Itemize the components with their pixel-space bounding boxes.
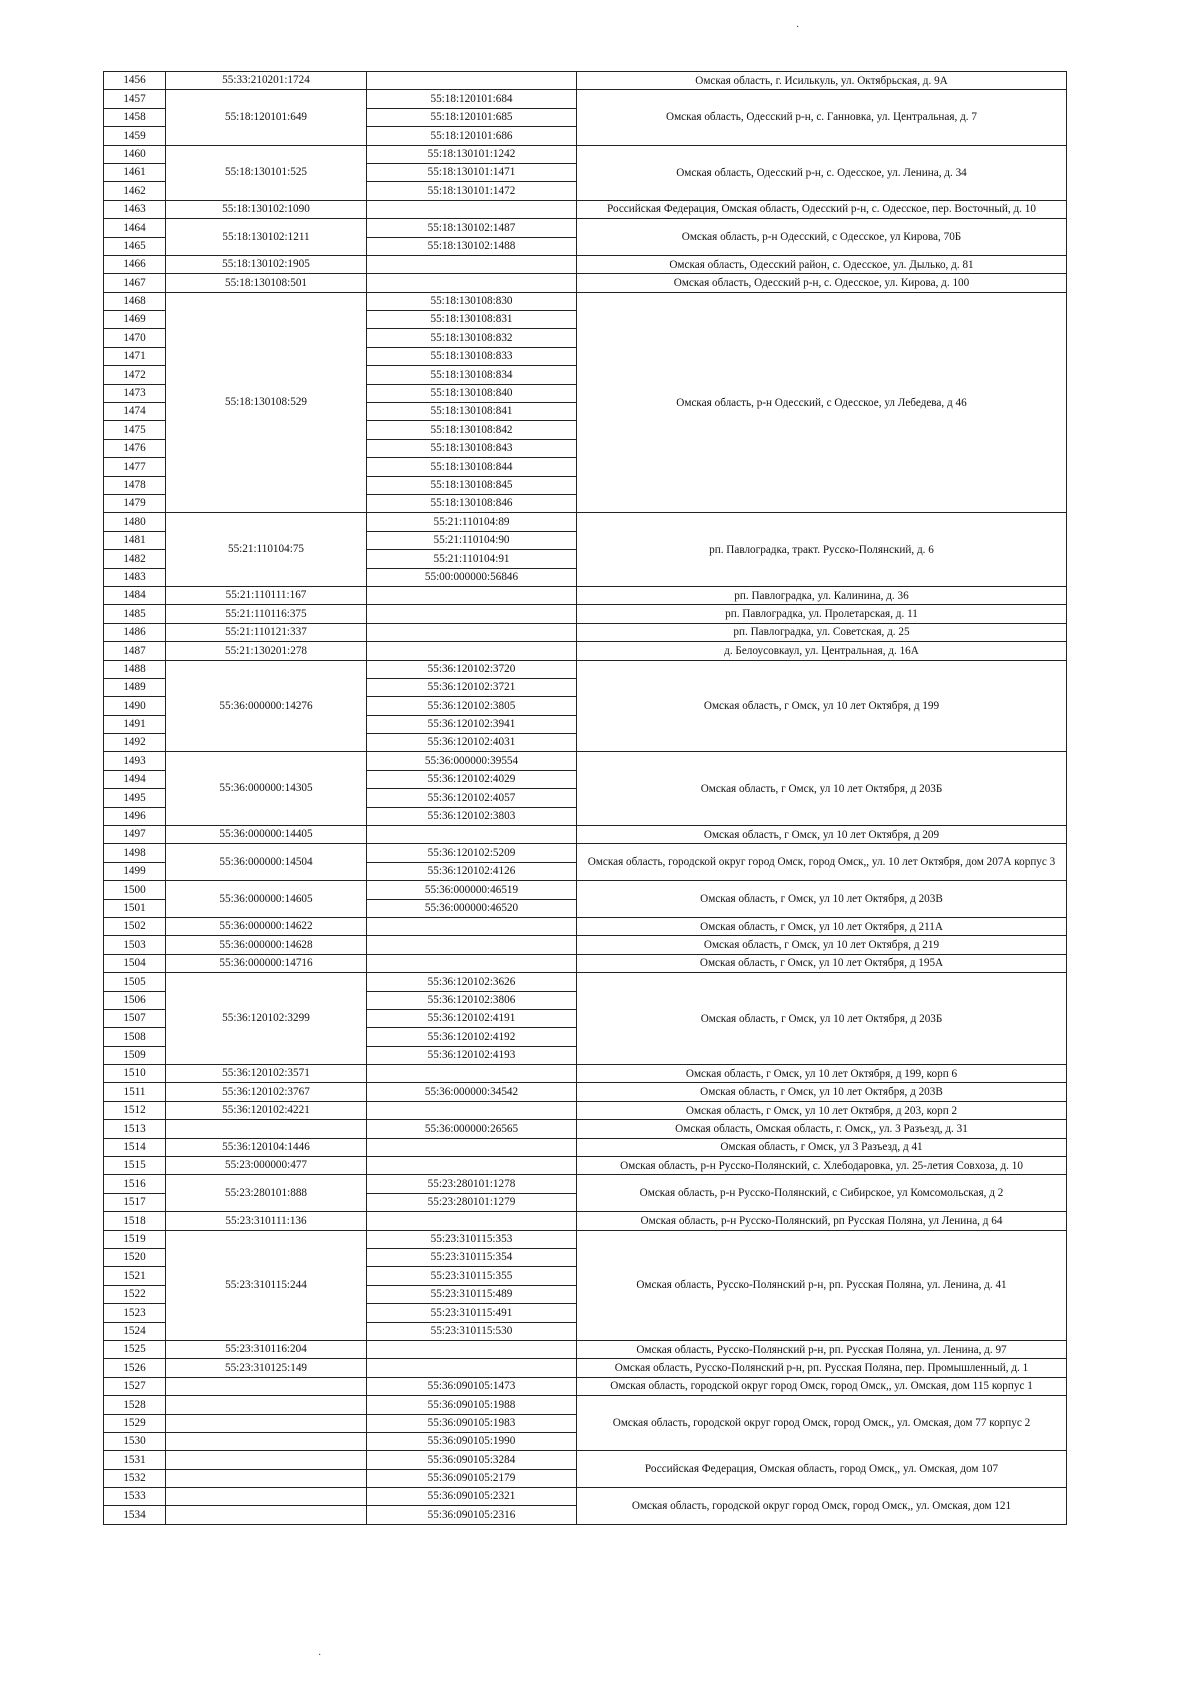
row-number-cell: 1493 <box>104 752 166 770</box>
sub-cadastral-number-cell <box>367 1101 577 1119</box>
row-number-cell: 1498 <box>104 844 166 862</box>
scan-speck: · <box>318 1650 322 1661</box>
address-cell: рп. Павлоградка, ул. Калинина, д. 36 <box>577 586 1067 604</box>
address-cell: Омская область, г Омск, ул 10 лет Октября, д 203В <box>577 881 1067 918</box>
table-row <box>104 642 1067 660</box>
row-number-cell: 1529 <box>104 1414 166 1432</box>
sub-cadastral-number-cell <box>367 586 577 604</box>
sub-cadastral-number-cell: 55:23:310115:354 <box>367 1249 577 1267</box>
cadastral-number-cell: 55:23:310125:149 <box>166 1359 367 1377</box>
row-number-cell: 1531 <box>104 1451 166 1469</box>
row-number-cell: 1461 <box>104 163 166 181</box>
sub-cadastral-number-cell: 55:36:120102:3803 <box>367 807 577 825</box>
table-row <box>104 274 1067 292</box>
table-row <box>104 1120 1067 1138</box>
address-cell: Омская область, г Омск, ул 10 лет Октября, д 203, корп 2 <box>577 1101 1067 1119</box>
address-cell: Омская область, г Омск, ул 10 лет Октября, д 203Б <box>577 973 1067 1065</box>
sub-cadastral-number-cell: 55:18:130102:1488 <box>367 237 577 255</box>
cadastral-number-cell: 55:18:130102:1090 <box>166 200 367 218</box>
row-number-cell: 1474 <box>104 403 166 421</box>
table-row <box>104 660 1067 678</box>
cadastral-register-table <box>103 71 1067 1525</box>
sub-cadastral-number-cell <box>367 917 577 935</box>
cadastral-number-cell: 55:23:310116:204 <box>166 1340 367 1358</box>
sub-cadastral-number-cell: 55:23:310115:353 <box>367 1230 577 1248</box>
cadastral-number-cell <box>166 1451 367 1469</box>
sub-cadastral-number-cell: 55:36:120102:4031 <box>367 734 577 752</box>
cadastral-number-cell: 55:18:130102:1211 <box>166 219 367 256</box>
cadastral-number-cell: 55:36:120102:4221 <box>166 1101 367 1119</box>
row-number-cell: 1490 <box>104 697 166 715</box>
table-row <box>104 917 1067 935</box>
address-cell: Омская область, р-н Русско-Полянский, рп Русская Поляна, ул Ленина, д 64 <box>577 1212 1067 1230</box>
cadastral-number-cell: 55:36:120102:3767 <box>166 1083 367 1101</box>
sub-cadastral-number-cell: 55:18:130108:843 <box>367 439 577 457</box>
scan-speck: · <box>796 22 800 33</box>
address-cell: Омская область, Одесский р-н, с. Одесское, ул. Кирова, д. 100 <box>577 274 1067 292</box>
row-number-cell: 1499 <box>104 862 166 880</box>
address-cell: Омская область, городской округ город Омск, город Омск,, ул. 10 лет Октября, дом 207А корпус 3 <box>577 844 1067 881</box>
sub-cadastral-number-cell: 55:36:120102:4191 <box>367 1009 577 1027</box>
sub-cadastral-number-cell <box>367 1157 577 1175</box>
table-row <box>104 292 1067 310</box>
sub-cadastral-number-cell: 55:18:130108:830 <box>367 292 577 310</box>
address-cell: Российская Федерация, Омская область, Одесский р-н, с. Одесское, пер. Восточный, д. 10 <box>577 200 1067 218</box>
cadastral-number-cell <box>166 1120 367 1138</box>
table-row <box>104 1396 1067 1414</box>
sub-cadastral-number-cell: 55:36:120102:4192 <box>367 1028 577 1046</box>
row-number-cell: 1534 <box>104 1506 166 1524</box>
sub-cadastral-number-cell <box>367 72 577 90</box>
sub-cadastral-number-cell: 55:18:130108:845 <box>367 476 577 494</box>
sub-cadastral-number-cell <box>367 255 577 273</box>
address-cell: рп. Павлоградка, тракт. Русско-Полянский, д. 6 <box>577 513 1067 587</box>
row-number-cell: 1489 <box>104 678 166 696</box>
sub-cadastral-number-cell: 55:18:130108:842 <box>367 421 577 439</box>
cadastral-number-cell: 55:21:110116:375 <box>166 605 367 623</box>
cadastral-number-cell <box>166 1396 367 1414</box>
row-number-cell: 1506 <box>104 991 166 1009</box>
address-cell: Омская область, г Омск, ул 10 лет Октября, д 219 <box>577 936 1067 954</box>
sub-cadastral-number-cell <box>367 1212 577 1230</box>
address-cell: Омская область, городской округ город Омск, город Омск,, ул. Омская, дом 115 корпус 1 <box>577 1377 1067 1395</box>
address-cell: Омская область, р-н Русско-Полянский, с. Хлебодаровка, ул. 25-летия Совхоза, д. 10 <box>577 1157 1067 1175</box>
row-number-cell: 1464 <box>104 219 166 237</box>
sub-cadastral-number-cell: 55:18:130108:844 <box>367 458 577 476</box>
sub-cadastral-number-cell: 55:18:130102:1487 <box>367 219 577 237</box>
table-row <box>104 1377 1067 1395</box>
address-cell: Омская область, г Омск, ул 10 лет Октября, д 195А <box>577 954 1067 972</box>
table-row <box>104 90 1067 108</box>
cadastral-number-cell <box>166 1469 367 1487</box>
row-number-cell: 1495 <box>104 789 166 807</box>
sub-cadastral-number-cell: 55:18:120101:686 <box>367 127 577 145</box>
row-number-cell: 1468 <box>104 292 166 310</box>
address-cell: Омская область, г Омск, ул 10 лет Октября, д 209 <box>577 826 1067 844</box>
row-number-cell: 1526 <box>104 1359 166 1377</box>
sub-cadastral-number-cell: 55:23:280101:1278 <box>367 1175 577 1193</box>
sub-cadastral-number-cell: 55:36:090105:3284 <box>367 1451 577 1469</box>
sub-cadastral-number-cell: 55:36:090105:1988 <box>367 1396 577 1414</box>
sub-cadastral-number-cell <box>367 826 577 844</box>
table-row <box>104 881 1067 899</box>
sub-cadastral-number-cell: 55:18:130101:1472 <box>367 182 577 200</box>
row-number-cell: 1501 <box>104 899 166 917</box>
sub-cadastral-number-cell: 55:18:130108:833 <box>367 347 577 365</box>
sub-cadastral-number-cell: 55:18:130108:840 <box>367 384 577 402</box>
address-cell: рп. Павлоградка, ул. Пролетарская, д. 11 <box>577 605 1067 623</box>
row-number-cell: 1497 <box>104 826 166 844</box>
sub-cadastral-number-cell: 55:23:310115:489 <box>367 1285 577 1303</box>
row-number-cell: 1480 <box>104 513 166 531</box>
table-row <box>104 605 1067 623</box>
sub-cadastral-number-cell: 55:36:120102:3720 <box>367 660 577 678</box>
row-number-cell: 1504 <box>104 954 166 972</box>
sub-cadastral-number-cell: 55:21:110104:89 <box>367 513 577 531</box>
table-row <box>104 973 1067 991</box>
row-number-cell: 1492 <box>104 734 166 752</box>
row-number-cell: 1463 <box>104 200 166 218</box>
cadastral-number-cell: 55:18:130101:525 <box>166 145 367 200</box>
sub-cadastral-number-cell <box>367 936 577 954</box>
sub-cadastral-number-cell <box>367 623 577 641</box>
address-cell: Омская область, Русско-Полянский р-н, рп. Русская Поляна, ул. Ленина, д. 97 <box>577 1340 1067 1358</box>
cadastral-number-cell <box>166 1432 367 1450</box>
table-row <box>104 1488 1067 1506</box>
address-cell: Омская область, Одесский р-н, с. Одесское, ул. Ленина, д. 34 <box>577 145 1067 200</box>
sub-cadastral-number-cell: 55:21:110104:90 <box>367 531 577 549</box>
sub-cadastral-number-cell: 55:23:280101:1279 <box>367 1193 577 1211</box>
address-cell: Омская область, р-н Одесский, с Одесское, ул Кирова, 70Б <box>577 219 1067 256</box>
cadastral-number-cell: 55:21:110111:167 <box>166 586 367 604</box>
row-number-cell: 1519 <box>104 1230 166 1248</box>
sub-cadastral-number-cell <box>367 1065 577 1083</box>
table-row <box>104 1138 1067 1156</box>
address-cell: Омская область, Одесский район, с. Одесское, ул. Дылько, д. 81 <box>577 255 1067 273</box>
row-number-cell: 1508 <box>104 1028 166 1046</box>
sub-cadastral-number-cell: 55:18:130108:846 <box>367 494 577 512</box>
sub-cadastral-number-cell <box>367 605 577 623</box>
table-row <box>104 586 1067 604</box>
address-cell: Омская область, Русско-Полянский р-н, рп. Русская Поляна, пер. Промышленный, д. 1 <box>577 1359 1067 1377</box>
sub-cadastral-number-cell: 55:23:310115:355 <box>367 1267 577 1285</box>
table-row <box>104 513 1067 531</box>
table-row <box>104 1359 1067 1377</box>
row-number-cell: 1521 <box>104 1267 166 1285</box>
row-number-cell: 1503 <box>104 936 166 954</box>
address-cell: Российская Федерация, Омская область, город Омск,, ул. Омская, дом 107 <box>577 1451 1067 1488</box>
address-cell: д. Белоусовкаул, ул. Центральная, д. 16А <box>577 642 1067 660</box>
table-row <box>104 1083 1067 1101</box>
sub-cadastral-number-cell: 55:36:090105:2316 <box>367 1506 577 1524</box>
cadastral-number-cell: 55:36:000000:14605 <box>166 881 367 918</box>
row-number-cell: 1482 <box>104 550 166 568</box>
sub-cadastral-number-cell: 55:36:120102:4126 <box>367 862 577 880</box>
table-row <box>104 1065 1067 1083</box>
row-number-cell: 1491 <box>104 715 166 733</box>
row-number-cell: 1520 <box>104 1249 166 1267</box>
row-number-cell: 1516 <box>104 1175 166 1193</box>
row-number-cell: 1532 <box>104 1469 166 1487</box>
row-number-cell: 1514 <box>104 1138 166 1156</box>
sub-cadastral-number-cell: 55:36:000000:46519 <box>367 881 577 899</box>
cadastral-number-cell <box>166 1414 367 1432</box>
table-row <box>104 1340 1067 1358</box>
cadastral-number-cell <box>166 1506 367 1524</box>
sub-cadastral-number-cell: 55:18:120101:685 <box>367 108 577 126</box>
row-number-cell: 1494 <box>104 770 166 788</box>
row-number-cell: 1457 <box>104 90 166 108</box>
table-row <box>104 623 1067 641</box>
cadastral-number-cell: 55:23:310111:136 <box>166 1212 367 1230</box>
table-row <box>104 72 1067 90</box>
cadastral-number-cell: 55:36:000000:14628 <box>166 936 367 954</box>
address-cell: Омская область, г Омск, ул 10 лет Октября, д 199, корп 6 <box>577 1065 1067 1083</box>
cadastral-number-cell: 55:36:120102:3571 <box>166 1065 367 1083</box>
row-number-cell: 1510 <box>104 1065 166 1083</box>
row-number-cell: 1456 <box>104 72 166 90</box>
cadastral-number-cell: 55:21:130201:278 <box>166 642 367 660</box>
row-number-cell: 1462 <box>104 182 166 200</box>
row-number-cell: 1459 <box>104 127 166 145</box>
row-number-cell: 1485 <box>104 605 166 623</box>
table-row <box>104 844 1067 862</box>
sub-cadastral-number-cell: 55:18:130108:831 <box>367 311 577 329</box>
row-number-cell: 1466 <box>104 255 166 273</box>
sub-cadastral-number-cell: 55:21:110104:91 <box>367 550 577 568</box>
cadastral-number-cell: 55:23:000000:477 <box>166 1157 367 1175</box>
cadastral-number-cell <box>166 1377 367 1395</box>
address-cell: Омская область, г Омск, ул 10 лет Октября, д 199 <box>577 660 1067 752</box>
sub-cadastral-number-cell: 55:36:090105:1473 <box>367 1377 577 1395</box>
sub-cadastral-number-cell: 55:36:000000:39554 <box>367 752 577 770</box>
cadastral-number-cell: 55:36:000000:14504 <box>166 844 367 881</box>
table-row <box>104 200 1067 218</box>
cadastral-number-cell: 55:36:000000:14405 <box>166 826 367 844</box>
cadastral-number-cell: 55:18:130108:529 <box>166 292 367 513</box>
address-cell: Омская область, г Омск, ул 10 лет Октября, д 203В <box>577 1083 1067 1101</box>
cadastral-number-cell: 55:18:130102:1905 <box>166 255 367 273</box>
row-number-cell: 1481 <box>104 531 166 549</box>
sub-cadastral-number-cell <box>367 1138 577 1156</box>
row-number-cell: 1477 <box>104 458 166 476</box>
sub-cadastral-number-cell: 55:36:120102:3806 <box>367 991 577 1009</box>
cadastral-number-cell: 55:36:120102:3299 <box>166 973 367 1065</box>
sub-cadastral-number-cell: 55:18:130101:1242 <box>367 145 577 163</box>
address-cell: Омская область, Одесский р-н, с. Ганновка, ул. Центральная, д. 7 <box>577 90 1067 145</box>
address-cell: рп. Павлоградка, ул. Советская, д. 25 <box>577 623 1067 641</box>
row-number-cell: 1502 <box>104 917 166 935</box>
table-row <box>104 1157 1067 1175</box>
cadastral-number-cell: 55:23:280101:888 <box>166 1175 367 1212</box>
table-row <box>104 145 1067 163</box>
address-cell: Омская область, р-н Русско-Полянский, с Сибирское, ул Комсомольская, д 2 <box>577 1175 1067 1212</box>
sub-cadastral-number-cell: 55:23:310115:491 <box>367 1304 577 1322</box>
table-row <box>104 954 1067 972</box>
table-row <box>104 255 1067 273</box>
sub-cadastral-number-cell: 55:18:130108:834 <box>367 366 577 384</box>
cadastral-number-cell: 55:36:000000:14622 <box>166 917 367 935</box>
row-number-cell: 1511 <box>104 1083 166 1101</box>
register-table-body <box>104 72 1067 1525</box>
row-number-cell: 1530 <box>104 1432 166 1450</box>
address-cell: Омская область, г. Исилькуль, ул. Октябрьская, д. 9А <box>577 72 1067 90</box>
row-number-cell: 1471 <box>104 347 166 365</box>
sub-cadastral-number-cell: 55:36:090105:1990 <box>367 1432 577 1450</box>
cadastral-number-cell: 55:23:310115:244 <box>166 1230 367 1340</box>
row-number-cell: 1478 <box>104 476 166 494</box>
sub-cadastral-number-cell: 55:18:130108:832 <box>367 329 577 347</box>
cadastral-number-cell: 55:36:120104:1446 <box>166 1138 367 1156</box>
row-number-cell: 1518 <box>104 1212 166 1230</box>
address-cell: Омская область, городской округ город Омск, город Омск,, ул. Омская, дом 121 <box>577 1488 1067 1525</box>
row-number-cell: 1505 <box>104 973 166 991</box>
address-cell: Омская область, городской округ город Омск, город Омск,, ул. Омская, дом 77 корпус 2 <box>577 1396 1067 1451</box>
row-number-cell: 1527 <box>104 1377 166 1395</box>
row-number-cell: 1476 <box>104 439 166 457</box>
cadastral-number-cell: 55:36:000000:14716 <box>166 954 367 972</box>
cadastral-number-cell: 55:36:000000:14305 <box>166 752 367 826</box>
table-row <box>104 1175 1067 1193</box>
sub-cadastral-number-cell: 55:36:120102:3805 <box>367 697 577 715</box>
sub-cadastral-number-cell <box>367 1340 577 1358</box>
row-number-cell: 1472 <box>104 366 166 384</box>
row-number-cell: 1483 <box>104 568 166 586</box>
sub-cadastral-number-cell: 55:36:120102:3721 <box>367 678 577 696</box>
row-number-cell: 1467 <box>104 274 166 292</box>
cadastral-number-cell: 55:36:000000:14276 <box>166 660 367 752</box>
sub-cadastral-number-cell: 55:36:090105:2179 <box>367 1469 577 1487</box>
sub-cadastral-number-cell: 55:36:120102:4029 <box>367 770 577 788</box>
row-number-cell: 1509 <box>104 1046 166 1064</box>
table-row <box>104 752 1067 770</box>
sub-cadastral-number-cell <box>367 954 577 972</box>
row-number-cell: 1517 <box>104 1193 166 1211</box>
row-number-cell: 1469 <box>104 311 166 329</box>
row-number-cell: 1496 <box>104 807 166 825</box>
row-number-cell: 1475 <box>104 421 166 439</box>
address-cell: Омская область, г Омск, ул 10 лет Октября, д 211А <box>577 917 1067 935</box>
row-number-cell: 1512 <box>104 1101 166 1119</box>
sub-cadastral-number-cell: 55:36:120102:5209 <box>367 844 577 862</box>
row-number-cell: 1513 <box>104 1120 166 1138</box>
table-row <box>104 1230 1067 1248</box>
row-number-cell: 1500 <box>104 881 166 899</box>
table-row <box>104 936 1067 954</box>
sub-cadastral-number-cell <box>367 274 577 292</box>
sub-cadastral-number-cell <box>367 642 577 660</box>
sub-cadastral-number-cell: 55:00:000000:56846 <box>367 568 577 586</box>
sub-cadastral-number-cell: 55:18:130101:1471 <box>367 163 577 181</box>
table-row <box>104 826 1067 844</box>
row-number-cell: 1507 <box>104 1009 166 1027</box>
table-row <box>104 1451 1067 1469</box>
row-number-cell: 1523 <box>104 1304 166 1322</box>
row-number-cell: 1486 <box>104 623 166 641</box>
sub-cadastral-number-cell: 55:36:000000:34542 <box>367 1083 577 1101</box>
row-number-cell: 1515 <box>104 1157 166 1175</box>
cadastral-number-cell: 55:21:110104:75 <box>166 513 367 587</box>
row-number-cell: 1484 <box>104 586 166 604</box>
row-number-cell: 1528 <box>104 1396 166 1414</box>
sub-cadastral-number-cell <box>367 1359 577 1377</box>
sub-cadastral-number-cell <box>367 200 577 218</box>
cadastral-number-cell: 55:18:130108:501 <box>166 274 367 292</box>
address-cell: Омская область, Омская область, г. Омск,, ул. 3 Разъезд, д. 31 <box>577 1120 1067 1138</box>
sub-cadastral-number-cell: 55:18:130108:841 <box>367 403 577 421</box>
sub-cadastral-number-cell: 55:36:090105:1983 <box>367 1414 577 1432</box>
row-number-cell: 1458 <box>104 108 166 126</box>
row-number-cell: 1488 <box>104 660 166 678</box>
sub-cadastral-number-cell: 55:36:120102:3626 <box>367 973 577 991</box>
address-cell: Омская область, г Омск, ул 3 Разъезд, д 41 <box>577 1138 1067 1156</box>
row-number-cell: 1524 <box>104 1322 166 1340</box>
row-number-cell: 1487 <box>104 642 166 660</box>
address-cell: Омская область, Русско-Полянский р-н, рп. Русская Поляна, ул. Ленина, д. 41 <box>577 1230 1067 1340</box>
row-number-cell: 1533 <box>104 1488 166 1506</box>
register-table-sheet <box>103 71 1066 1525</box>
cadastral-number-cell <box>166 1488 367 1506</box>
row-number-cell: 1473 <box>104 384 166 402</box>
cadastral-number-cell: 55:33:210201:1724 <box>166 72 367 90</box>
table-row <box>104 1101 1067 1119</box>
sub-cadastral-number-cell: 55:36:120102:4193 <box>367 1046 577 1064</box>
address-cell: Омская область, г Омск, ул 10 лет Октября, д 203Б <box>577 752 1067 826</box>
cadastral-number-cell: 55:18:120101:649 <box>166 90 367 145</box>
table-row <box>104 1212 1067 1230</box>
row-number-cell: 1460 <box>104 145 166 163</box>
row-number-cell: 1470 <box>104 329 166 347</box>
sub-cadastral-number-cell: 55:36:120102:4057 <box>367 789 577 807</box>
row-number-cell: 1525 <box>104 1340 166 1358</box>
sub-cadastral-number-cell: 55:36:120102:3941 <box>367 715 577 733</box>
sub-cadastral-number-cell: 55:36:000000:26565 <box>367 1120 577 1138</box>
row-number-cell: 1465 <box>104 237 166 255</box>
row-number-cell: 1479 <box>104 494 166 512</box>
address-cell: Омская область, р-н Одесский, с Одесское, ул Лебедева, д 46 <box>577 292 1067 513</box>
sub-cadastral-number-cell: 55:23:310115:530 <box>367 1322 577 1340</box>
sub-cadastral-number-cell: 55:18:120101:684 <box>367 90 577 108</box>
table-row <box>104 219 1067 237</box>
sub-cadastral-number-cell: 55:36:000000:46520 <box>367 899 577 917</box>
cadastral-number-cell: 55:21:110121:337 <box>166 623 367 641</box>
sub-cadastral-number-cell: 55:36:090105:2321 <box>367 1488 577 1506</box>
row-number-cell: 1522 <box>104 1285 166 1303</box>
